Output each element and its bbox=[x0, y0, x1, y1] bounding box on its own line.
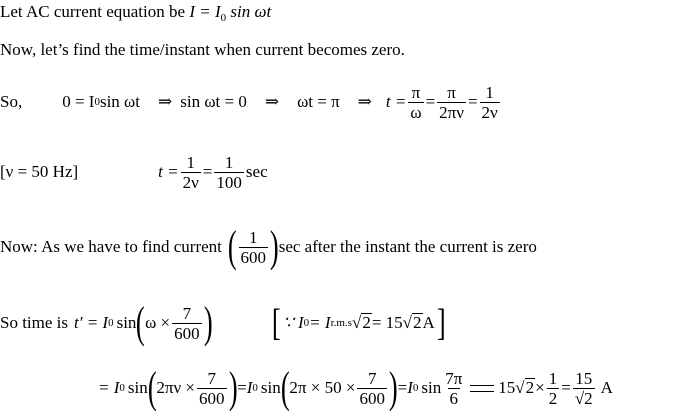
sub-zero: 0 bbox=[119, 382, 125, 394]
sqrt-value: 2 bbox=[413, 313, 422, 332]
sub-zero: 0 bbox=[108, 317, 114, 329]
times: × bbox=[535, 378, 545, 397]
line1-post: sin ωt bbox=[226, 2, 272, 21]
t-prime: t′ = I bbox=[74, 313, 109, 332]
frac-den: 100 bbox=[216, 172, 242, 192]
line2-text: Now, let’s find the time/instant when current becomes zero. bbox=[0, 40, 405, 59]
frac-num: 1 bbox=[485, 82, 494, 102]
frac-pi-2pinu bbox=[437, 83, 466, 122]
frac-den: 2ν bbox=[182, 172, 199, 192]
frac-1-100 bbox=[214, 153, 244, 192]
line5-pre: Now: As we have to find current bbox=[0, 237, 222, 256]
eq-zero-sin: sin ωt bbox=[99, 92, 140, 111]
sub-rms: r.m.s bbox=[330, 317, 352, 329]
frac-num: 7π bbox=[445, 368, 463, 388]
line-find-zero bbox=[0, 40, 405, 60]
two-pi-nu-times: 2πν × bbox=[156, 378, 195, 397]
two-pi-50-times: 2π × 50 × bbox=[289, 378, 356, 397]
value-15: 15 bbox=[498, 378, 516, 397]
line5-post: sec after the instant the current is zero bbox=[278, 237, 537, 256]
t-equals: t = bbox=[158, 162, 179, 181]
equals: = bbox=[425, 92, 436, 111]
frac-num: 7 bbox=[367, 368, 377, 388]
frac-7-600 bbox=[357, 369, 387, 408]
frac-7pi-6 bbox=[443, 369, 464, 408]
frac-den: 2πν bbox=[439, 102, 464, 122]
frac-1-2nu bbox=[480, 83, 500, 122]
equals: = bbox=[467, 92, 478, 111]
frac-den: 2 bbox=[548, 388, 558, 408]
line1-sub: 0 bbox=[220, 12, 227, 24]
sin-label: sin bbox=[127, 378, 148, 397]
frac-den: 6 bbox=[449, 388, 458, 408]
frac-den: 600 bbox=[240, 247, 267, 267]
frac-7-600 bbox=[172, 304, 202, 343]
eq-zero: 0 = I bbox=[62, 92, 95, 111]
eq-zero-sub: 0 bbox=[94, 96, 100, 108]
sin-label: sin bbox=[421, 378, 442, 397]
sqrt-2b: √2 bbox=[402, 313, 422, 332]
implies-arrow: ⇒ bbox=[264, 92, 280, 111]
sub-zero: 0 bbox=[412, 382, 419, 394]
frac-num: 7 bbox=[182, 303, 192, 323]
frac-num: 1 bbox=[249, 227, 258, 247]
double-equals bbox=[470, 385, 494, 392]
omega-times: ω × bbox=[145, 313, 171, 332]
implies-arrow: ⇒ bbox=[157, 92, 173, 111]
frac-num: π bbox=[411, 82, 421, 102]
sin-label: sin bbox=[260, 378, 281, 397]
frac-15-sqrt2 bbox=[573, 369, 595, 408]
frac-pi-omega bbox=[408, 83, 423, 122]
eq-omega-t: ωt = π bbox=[297, 92, 340, 111]
line-find-current: Now: As we have to find current ( $\frac{1}{600}$ ) sec after the instant the current is zero bbox=[0, 222, 537, 271]
frequency-condition: [ν = 50 Hz] bbox=[0, 162, 79, 181]
frac-num: 1 bbox=[548, 368, 558, 388]
unit-amp: A bbox=[422, 313, 435, 332]
line-time-is: So time is t′ = I 0 sin ( ω × $\frac{7}{600}$ ) [ ∵ I 0 = I r.m.s √2 = 15 √2 A ] bbox=[0, 298, 446, 347]
sub-zero: 0 bbox=[252, 382, 258, 394]
frac-num: 1 bbox=[224, 152, 234, 172]
line-current-equation bbox=[0, 2, 271, 24]
frac-den: 600 bbox=[174, 323, 200, 343]
unit-sec: sec bbox=[245, 162, 268, 181]
sub-zero: 0 bbox=[303, 317, 310, 329]
equals-15: = 15 bbox=[371, 313, 403, 332]
so-label: So, bbox=[0, 92, 23, 111]
line-so-equation bbox=[0, 80, 502, 124]
frac-den: √2 bbox=[574, 388, 593, 408]
frac-den: ω bbox=[410, 102, 422, 122]
line-frequency: [ν = 50 Hz] t = $\frac{1}{2\nu}$ = $\frac{1}{100}$ sec bbox=[0, 152, 268, 192]
frac-1-2nu bbox=[181, 153, 201, 192]
frac-7-600 bbox=[197, 369, 227, 408]
frac-den: 600 bbox=[359, 388, 385, 408]
frac-den: 600 bbox=[199, 388, 225, 408]
eq-sin-zero: sin ωt = 0 bbox=[180, 92, 247, 111]
implies-arrow: ⇒ bbox=[357, 92, 372, 111]
t-equals: t = bbox=[385, 92, 407, 111]
sqrt-2: √2 bbox=[515, 378, 535, 397]
sqrt-value: 2 bbox=[525, 378, 535, 397]
sqrt-2: √2 bbox=[351, 313, 371, 332]
line6-pre: So time is bbox=[0, 313, 69, 332]
equals-i0: = I bbox=[98, 378, 120, 397]
unit-amp: A bbox=[600, 378, 613, 397]
frac-1-600 bbox=[239, 228, 269, 267]
sqrt-value: 2 bbox=[362, 313, 371, 332]
because-i: ∵ I bbox=[282, 313, 304, 332]
line-final-calc: = I 0 sin ( 2πν × $\frac{7}{600}$ ) = I 0 sin ( 2π × 50 × $\frac{7}{600}$ ) = I 0 sin $\frac{7\pi}{6}$ 15 √2 × $\frac{1}{2}$ = $\frac{15}{√2}$ A bbox=[98, 363, 613, 412]
frac-den: 2ν bbox=[481, 102, 498, 122]
line1-eq: I = I bbox=[189, 2, 221, 21]
frac-1-2 bbox=[547, 369, 560, 408]
equals-i: = I bbox=[309, 313, 331, 332]
frac-num: π bbox=[447, 82, 456, 102]
frac-num: 15 bbox=[575, 368, 593, 388]
line1-text: Let AC current equation be bbox=[0, 2, 190, 21]
frac-num: 1 bbox=[186, 152, 195, 172]
frac-num: 7 bbox=[207, 368, 216, 388]
sin-label: sin bbox=[116, 313, 137, 332]
